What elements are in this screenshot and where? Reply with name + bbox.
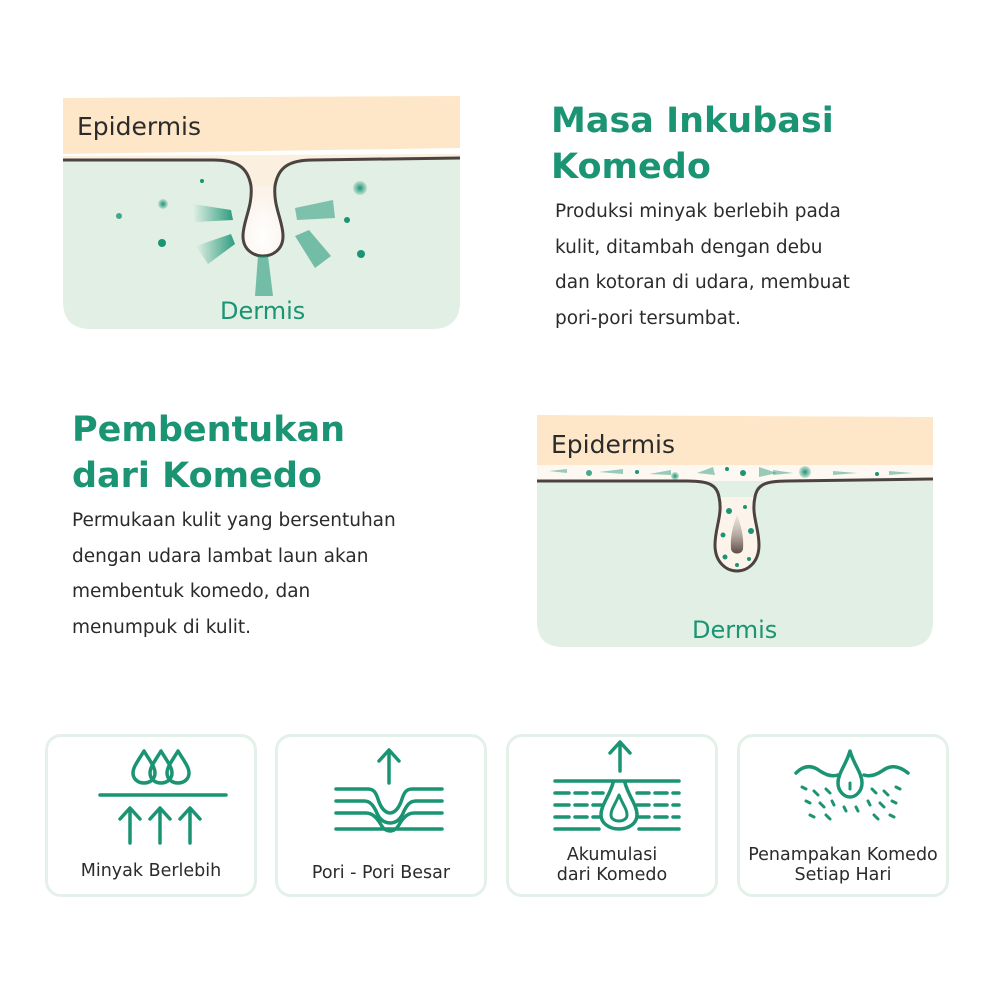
formation-diagram [537,415,933,649]
formation-heading-line1: Pembentukan [72,410,346,450]
incubation-body-line: pori-pori tersumbat. [555,307,742,329]
card-oily-skin [45,734,257,897]
card-label [278,863,484,883]
incubation-heading [551,98,971,190]
formation-heading [72,407,492,499]
incubation-text-block [551,98,971,336]
incubation-body-line: dan kotoran di udara, membuat [555,272,850,293]
card-label-line1: Minyak Berlebih [80,861,222,881]
dermis-label: Dermis [692,616,778,644]
card-label [48,861,254,881]
incubation-heading-line2: Komedo [551,147,711,187]
formation-heading-line2: dari Komedo [72,456,322,496]
epidermis-label: Epidermis [77,112,202,141]
formation-body-line: menumpuk di kulit. [72,616,251,638]
card-label-line1: Penampakan Komedo [748,845,938,865]
formation-body-line: membentuk komedo, dan [72,581,311,602]
incubation-heading-line1: Masa Inkubasi [551,101,834,141]
incubation-body-line: kulit, ditambah dengan debu [555,236,823,258]
incubation-body-line: Produksi minyak berlebih pada [555,201,841,222]
card-label-line2: Setiap Hari [794,865,892,885]
card-daily-blackheads [737,734,949,897]
formation-body-line: Permukaan kulit yang bersentuhan [72,510,396,531]
card-label-line2: dari Komedo [556,865,668,885]
card-label [740,845,946,885]
formation-body-line: dengan udara lambat laun akan [72,545,369,567]
card-label-line1: Pori - Pori Besar [311,863,451,883]
epidermis-label: Epidermis [551,430,676,459]
card-large-pores [275,734,487,897]
card-label-line1: Akumulasi [566,845,658,865]
card-accumulation [506,734,718,897]
incubation-diagram [63,96,460,331]
dermis-label: Dermis [220,297,306,325]
formation-text-block [72,407,492,645]
card-label [509,845,715,885]
